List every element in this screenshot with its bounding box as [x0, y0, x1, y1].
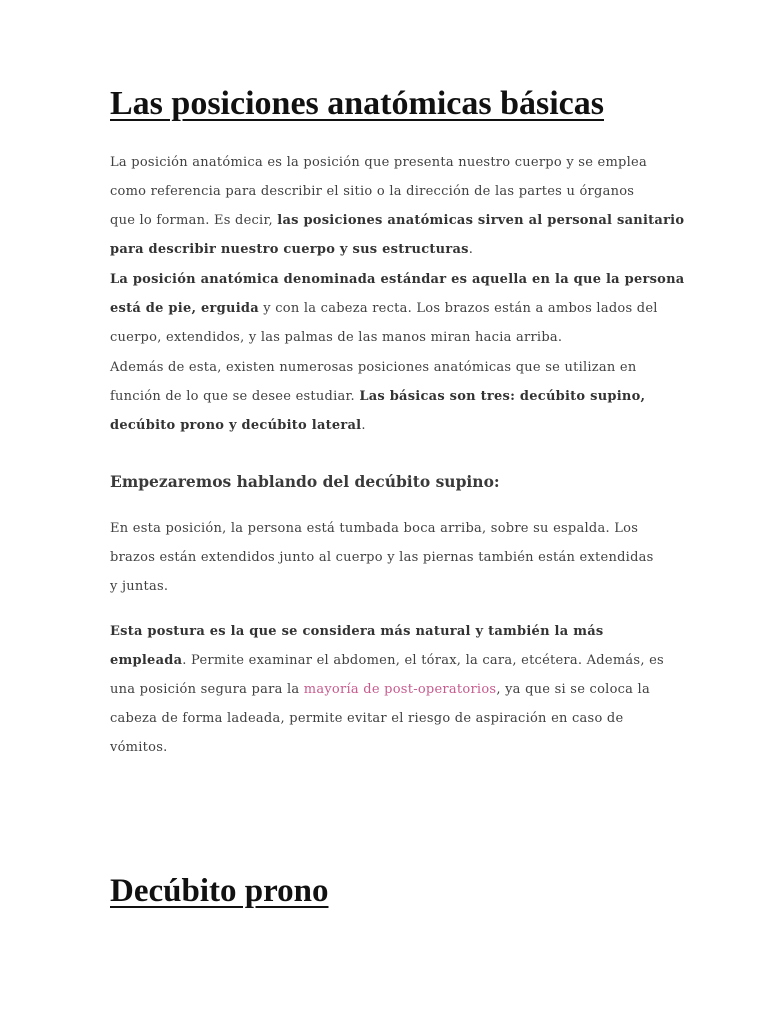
standard-line-2-text: y con la cabeza recta. Los brazos están a ambos lados del: [258, 301, 658, 316]
supino-p2-line-2-text: . Permite examinar el abdomen, el tórax, la cara, etcétera. Además, es: [182, 653, 664, 668]
intro-paragraph: [110, 148, 685, 264]
post-operatorios-link[interactable]: mayoría de post-operatorios: [303, 682, 497, 697]
intro-line-1: La posición anatómica es la posición que presenta nuestro cuerpo y se emplea: [110, 155, 647, 170]
supino-p2-line-1-bold: Esta postura es la que se considera más natural y también la más: [110, 624, 604, 639]
others-line-2-text: función de lo que se desee estudiar.: [110, 389, 360, 404]
supino-p2-line-2: [110, 646, 670, 675]
others-line-3-text: .: [361, 418, 366, 433]
main-heading: Las posiciones anatómicas básicas: [110, 85, 604, 122]
standard-line-2: [110, 294, 670, 323]
supino-heading: Empezaremos hablando del decúbito supino:: [110, 472, 500, 491]
supino-p1-line-2: brazos están extendidos junto al cuerpo y las piernas también están extendidas: [110, 550, 654, 565]
others-line-3: [110, 411, 670, 440]
others-line-3-bold: decúbito prono y decúbito lateral: [110, 418, 362, 433]
standard-line-3: cuerpo, extendidos, y las palmas de las manos miran hacia arriba.: [110, 330, 563, 345]
supino-p2-line-4: cabeza de forma ladeada, permite evitar el riesgo de aspiración en caso de: [110, 711, 624, 726]
supino-paragraph-1: [110, 514, 670, 601]
intro-line-4: [110, 235, 670, 264]
intro-line-4-text: .: [468, 242, 474, 257]
supino-p2-line-3-text-b: , ya que si se coloca la: [496, 682, 650, 697]
standard-line-2-bold: está de pie, erguida: [110, 301, 259, 316]
standard-line-1: [110, 265, 685, 294]
intro-line-4-bold: para describir nuestro cuerpo y sus estructuras: [110, 242, 469, 257]
intro-line-3: [110, 206, 685, 235]
supino-p2-line-3-text-a: una posición segura para la: [110, 682, 304, 697]
supino-paragraph-2: [110, 617, 670, 762]
others-line-2: [110, 382, 670, 411]
others-paragraph: [110, 353, 670, 440]
standard-line-1-bold: La posición anatómica denominada estándar es aquella en la que la persona: [110, 272, 685, 287]
intro-line-3-text: que lo forman. Es decir,: [110, 213, 278, 228]
intro-line-3-bold: las posiciones anatómicas sirven al personal sanitario: [277, 213, 685, 228]
others-line-2-bold: Las básicas son tres: decúbito supino,: [359, 389, 646, 404]
supino-p1-line-1: En esta posición, la persona está tumbada boca arriba, sobre su espalda. Los: [110, 521, 639, 536]
prono-heading: Decúbito prono: [110, 873, 329, 909]
others-line-1: Además de esta, existen numerosas posiciones anatómicas que se utilizan en: [110, 360, 637, 375]
supino-p2-line-3: [110, 675, 670, 704]
supino-p2-line-1: [110, 617, 670, 646]
supino-p2-line-5: vómitos.: [110, 740, 168, 755]
supino-p1-line-3: y juntas.: [110, 579, 169, 594]
supino-p2-line-2-bold: empleada: [110, 653, 183, 668]
standard-paragraph: [110, 265, 685, 352]
intro-line-2: como referencia para describir el sitio o la dirección de las partes u órganos: [110, 184, 635, 199]
